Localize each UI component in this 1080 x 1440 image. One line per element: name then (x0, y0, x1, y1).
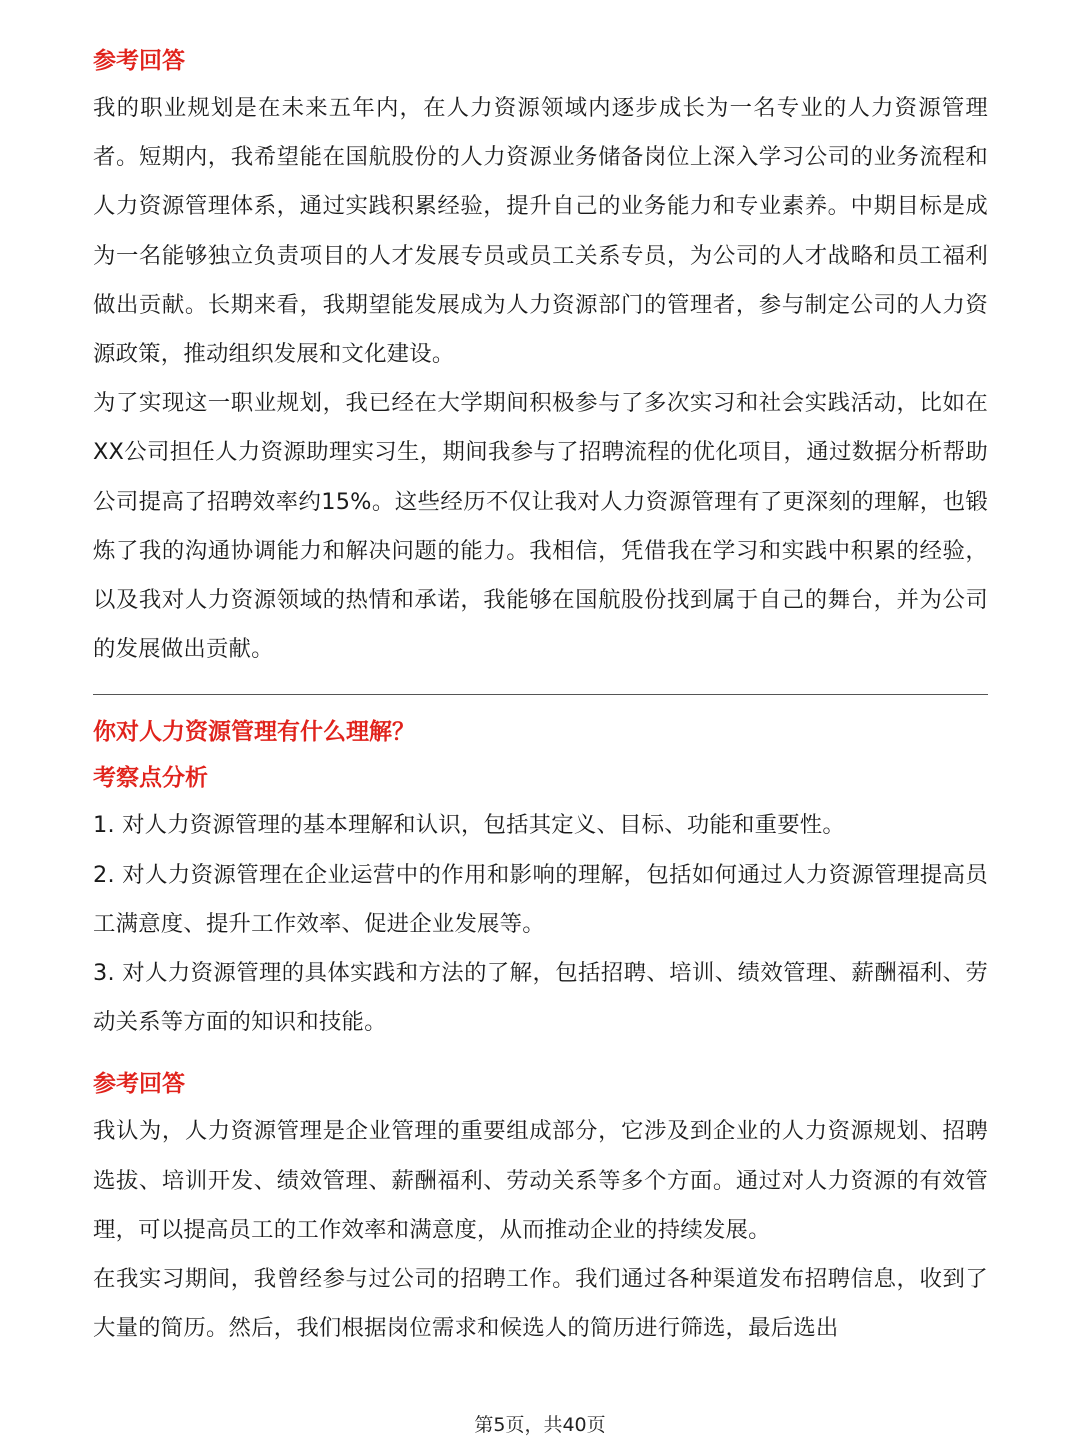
spacer (93, 1047, 988, 1061)
analysis-item: 1. 对人力资源管理的基本理解和认识，包括其定义、目标、功能和重要性。 (93, 812, 845, 839)
analysis-item: 3. 对人力资源管理的具体实践和方法的了解，包括招聘、培训、绩效管理、薪酬福利、劳动关系等方面的知识和技能。 (93, 960, 988, 1036)
answer-heading: 参考回答 (93, 48, 185, 74)
answer-paragraph: 我的职业规划是在未来五年内，在人力资源领域内逐步成长为一名专业的人力资源管理者。短期内，我希望能在国航股份的人力资源业务储备岗位上深入学习公司的业务流程和人力资源管理体系，通过实践积累经验，提升自己的业务能力和专业素养。中期目标是成为一名能够独立负责项目的人才发展专员或员工关系专员，为公司的人才战略和员工福利做出贡献。长期来看，我期望能发展成为人力资源部门的管理者，参与制定公司的人力资源政策，推动组织发展和文化建设。 (93, 95, 988, 368)
answer-heading: 参考回答 (93, 1071, 185, 1098)
answer-paragraph: 在我实习期间，我曾经参与过公司的招聘工作。我们通过各种渠道发布招聘信息，收到了大量的简历。然后，我们根据岗位需求和候选人的简历进行筛选，最后选出 (93, 1266, 988, 1342)
answer-paragraph: 我认为，人力资源管理是企业管理的重要组成部分，它涉及到企业的人力资源规划、招聘选拔、培训开发、绩效管理、薪酬福利、劳动关系等多个方面。通过对人力资源的有效管理，可以提高员工的工作效率和满意度，从而推动企业的持续发展。 (93, 1118, 988, 1243)
analysis-heading: 考察点分析 (93, 765, 208, 792)
question-heading: 你对人力资源管理有什么理解？ (93, 719, 415, 746)
page-content (93, 38, 988, 1353)
section-divider (93, 694, 988, 695)
page-number: 第5页，共40页 (474, 1414, 606, 1436)
answer-paragraph: 为了实现这一职业规划，我已经在大学期间积极参与了多次实习和社会实践活动，比如在XX公司担任人力资源助理实习生，期间我参与了招聘流程的优化项目，通过数据分析帮助公司提高了招聘效率约15%。这些经历不仅让我对人力资源管理有了更深刻的理解，也锻炼了我的沟通协调能力和解决问题的能力。我相信，凭借我在学习和实践中积累的经验，以及我对人力资源领域的热情和承诺，我能够在国航股份找到属于自己的舞台，并为公司的发展做出贡献。 (93, 390, 988, 663)
analysis-item: 2. 对人力资源管理在企业运营中的作用和影响的理解，包括如何通过人力资源管理提高员工满意度、提升工作效率、促进企业发展等。 (93, 861, 988, 937)
